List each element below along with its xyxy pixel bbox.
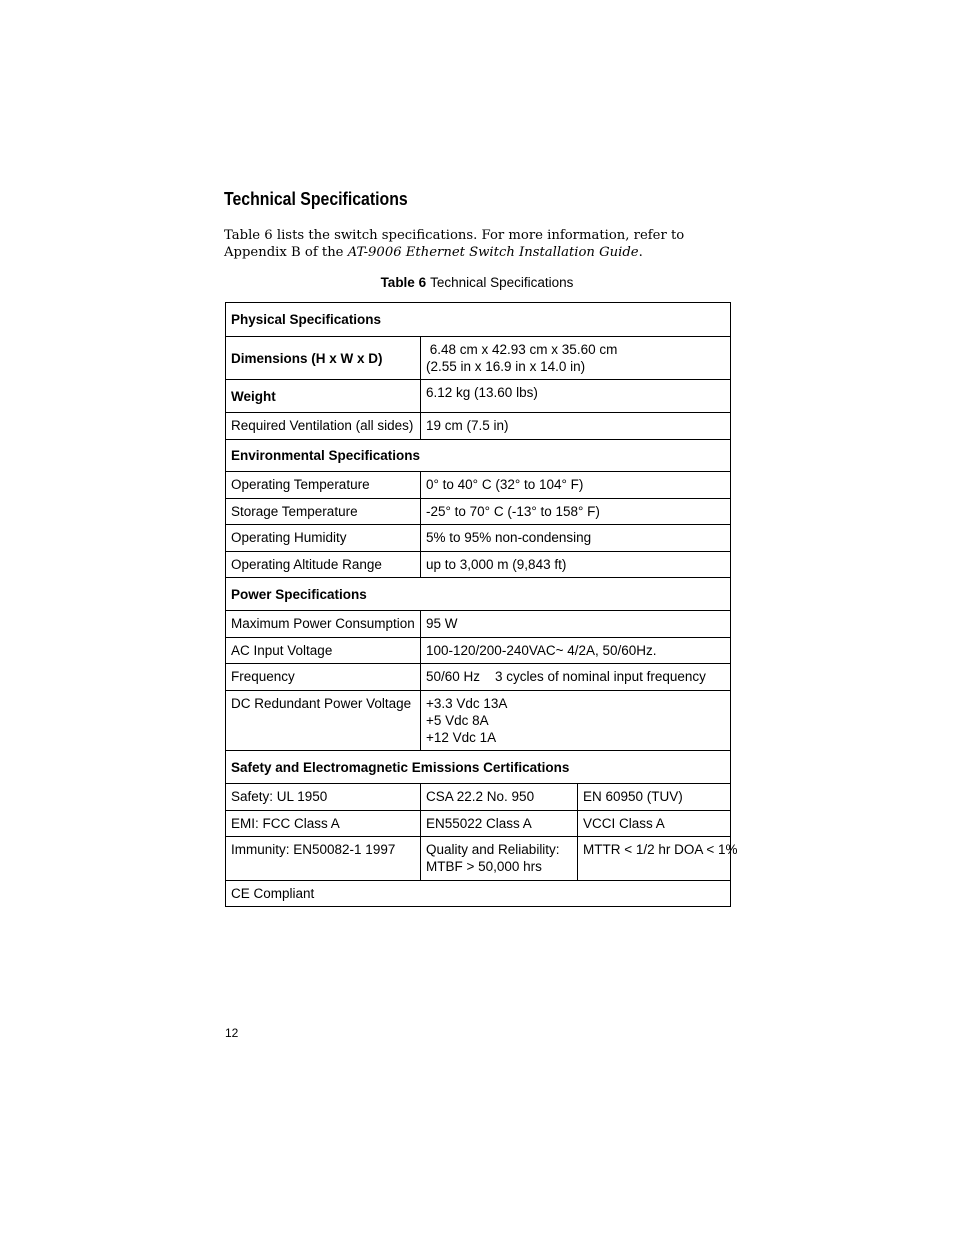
table-caption-text: Technical Specifications — [430, 275, 574, 290]
ce-compliant: CE Compliant — [226, 881, 731, 907]
spec-label: Operating Humidity — [226, 525, 421, 552]
spec-label: Operating Temperature — [226, 472, 421, 499]
dc-line: +5 Vdc 8A — [426, 713, 489, 728]
table-row — [226, 881, 731, 907]
table-row — [226, 811, 731, 837]
specifications-table — [225, 302, 738, 907]
quality-label: Quality and Reliability: — [426, 842, 560, 857]
dc-line: +3.3 Vdc 13A — [426, 696, 508, 711]
table-row — [226, 440, 731, 472]
spec-label: Frequency — [226, 664, 421, 691]
mtbf-value: MTBF > 50,000 hrs — [426, 859, 542, 874]
spec-label: DC Redundant Power Voltage — [226, 691, 421, 751]
table-row — [226, 664, 731, 691]
table-row — [226, 337, 731, 380]
table-row — [226, 552, 731, 578]
section-header-power: Power Specifications — [226, 578, 731, 611]
dimensions-imperial: (2.55 in x 16.9 in x 14.0 in) — [426, 359, 586, 374]
spec-label: Weight — [226, 380, 421, 413]
cert-cell: MTTR < 1/2 hr DOA < 1% — [578, 837, 731, 881]
spec-value: 100-120/200-240VAC~ 4/2A, 50/60Hz. — [421, 638, 731, 664]
table-row — [226, 638, 731, 664]
section-header-certifications: Safety and Electromagnetic Emissions Certifications — [226, 751, 731, 784]
page-number: 12 — [225, 1026, 239, 1040]
table-row — [226, 413, 731, 440]
intro-text: Table 6 lists the switch specifications. For more information, refer to Appendix B of the — [224, 228, 685, 260]
cert-cell: Safety: UL 1950 — [226, 784, 421, 811]
spec-label: AC Input Voltage — [226, 638, 421, 664]
table-row — [226, 611, 731, 638]
spec-value: 95 W — [421, 611, 731, 638]
spec-value: 19 cm (7.5 in) — [421, 413, 731, 440]
spec-value — [421, 691, 731, 751]
dc-line: +12 Vdc 1A — [426, 730, 497, 745]
section-header-physical: Physical Specifications — [226, 303, 731, 337]
spec-value: -25° to 70° C (-13° to 158° F) — [421, 499, 731, 525]
cert-cell: EN55022 Class A — [421, 811, 578, 837]
spec-label: Operating Altitude Range — [226, 552, 421, 578]
section-heading: Technical Specifications — [224, 189, 408, 209]
table-caption-label: Table 6 — [380, 275, 427, 290]
spec-label: Maximum Power Consumption — [226, 611, 421, 638]
spec-value: 50/60 Hz 3 cycles of nominal input frequency — [421, 664, 731, 691]
table-row — [226, 784, 731, 811]
cert-cell: VCCI Class A — [578, 811, 731, 837]
table-row — [226, 525, 731, 552]
dimensions-metric: 6.48 cm x 42.93 cm x 35.60 cm — [426, 342, 618, 357]
spec-value: up to 3,000 m (9,843 ft) — [421, 552, 731, 578]
table-row — [226, 380, 731, 413]
guide-title: AT-9006 Ethernet Switch Installation Guide — [347, 245, 639, 260]
table-row — [226, 499, 731, 525]
table-row — [226, 472, 731, 499]
cert-cell: EMI: FCC Class A — [226, 811, 421, 837]
spec-label: Required Ventilation (all sides) — [226, 413, 421, 440]
table-row — [226, 751, 731, 784]
spec-label: Storage Temperature — [226, 499, 421, 525]
table-row — [226, 837, 731, 881]
spec-label: Dimensions (H x W x D) — [226, 337, 421, 380]
table-row — [226, 578, 731, 611]
table-caption — [0, 275, 954, 290]
spec-value — [421, 337, 731, 380]
intro-paragraph — [224, 227, 734, 261]
spec-value: 5% to 95% non-condensing — [421, 525, 731, 552]
table-row — [226, 691, 731, 751]
cert-cell: EN 60950 (TUV) — [578, 784, 731, 811]
table-row — [226, 303, 731, 337]
section-header-environmental: Environmental Specifications — [226, 440, 731, 472]
cert-cell: CSA 22.2 No. 950 — [421, 784, 578, 811]
intro-text-end: . — [638, 245, 643, 260]
spec-value: 0° to 40° C (32° to 104° F) — [421, 472, 731, 499]
spec-value: 6.12 kg (13.60 lbs) — [421, 380, 731, 413]
cert-cell — [421, 837, 578, 881]
cert-cell: Immunity: EN50082-1 1997 — [226, 837, 421, 881]
